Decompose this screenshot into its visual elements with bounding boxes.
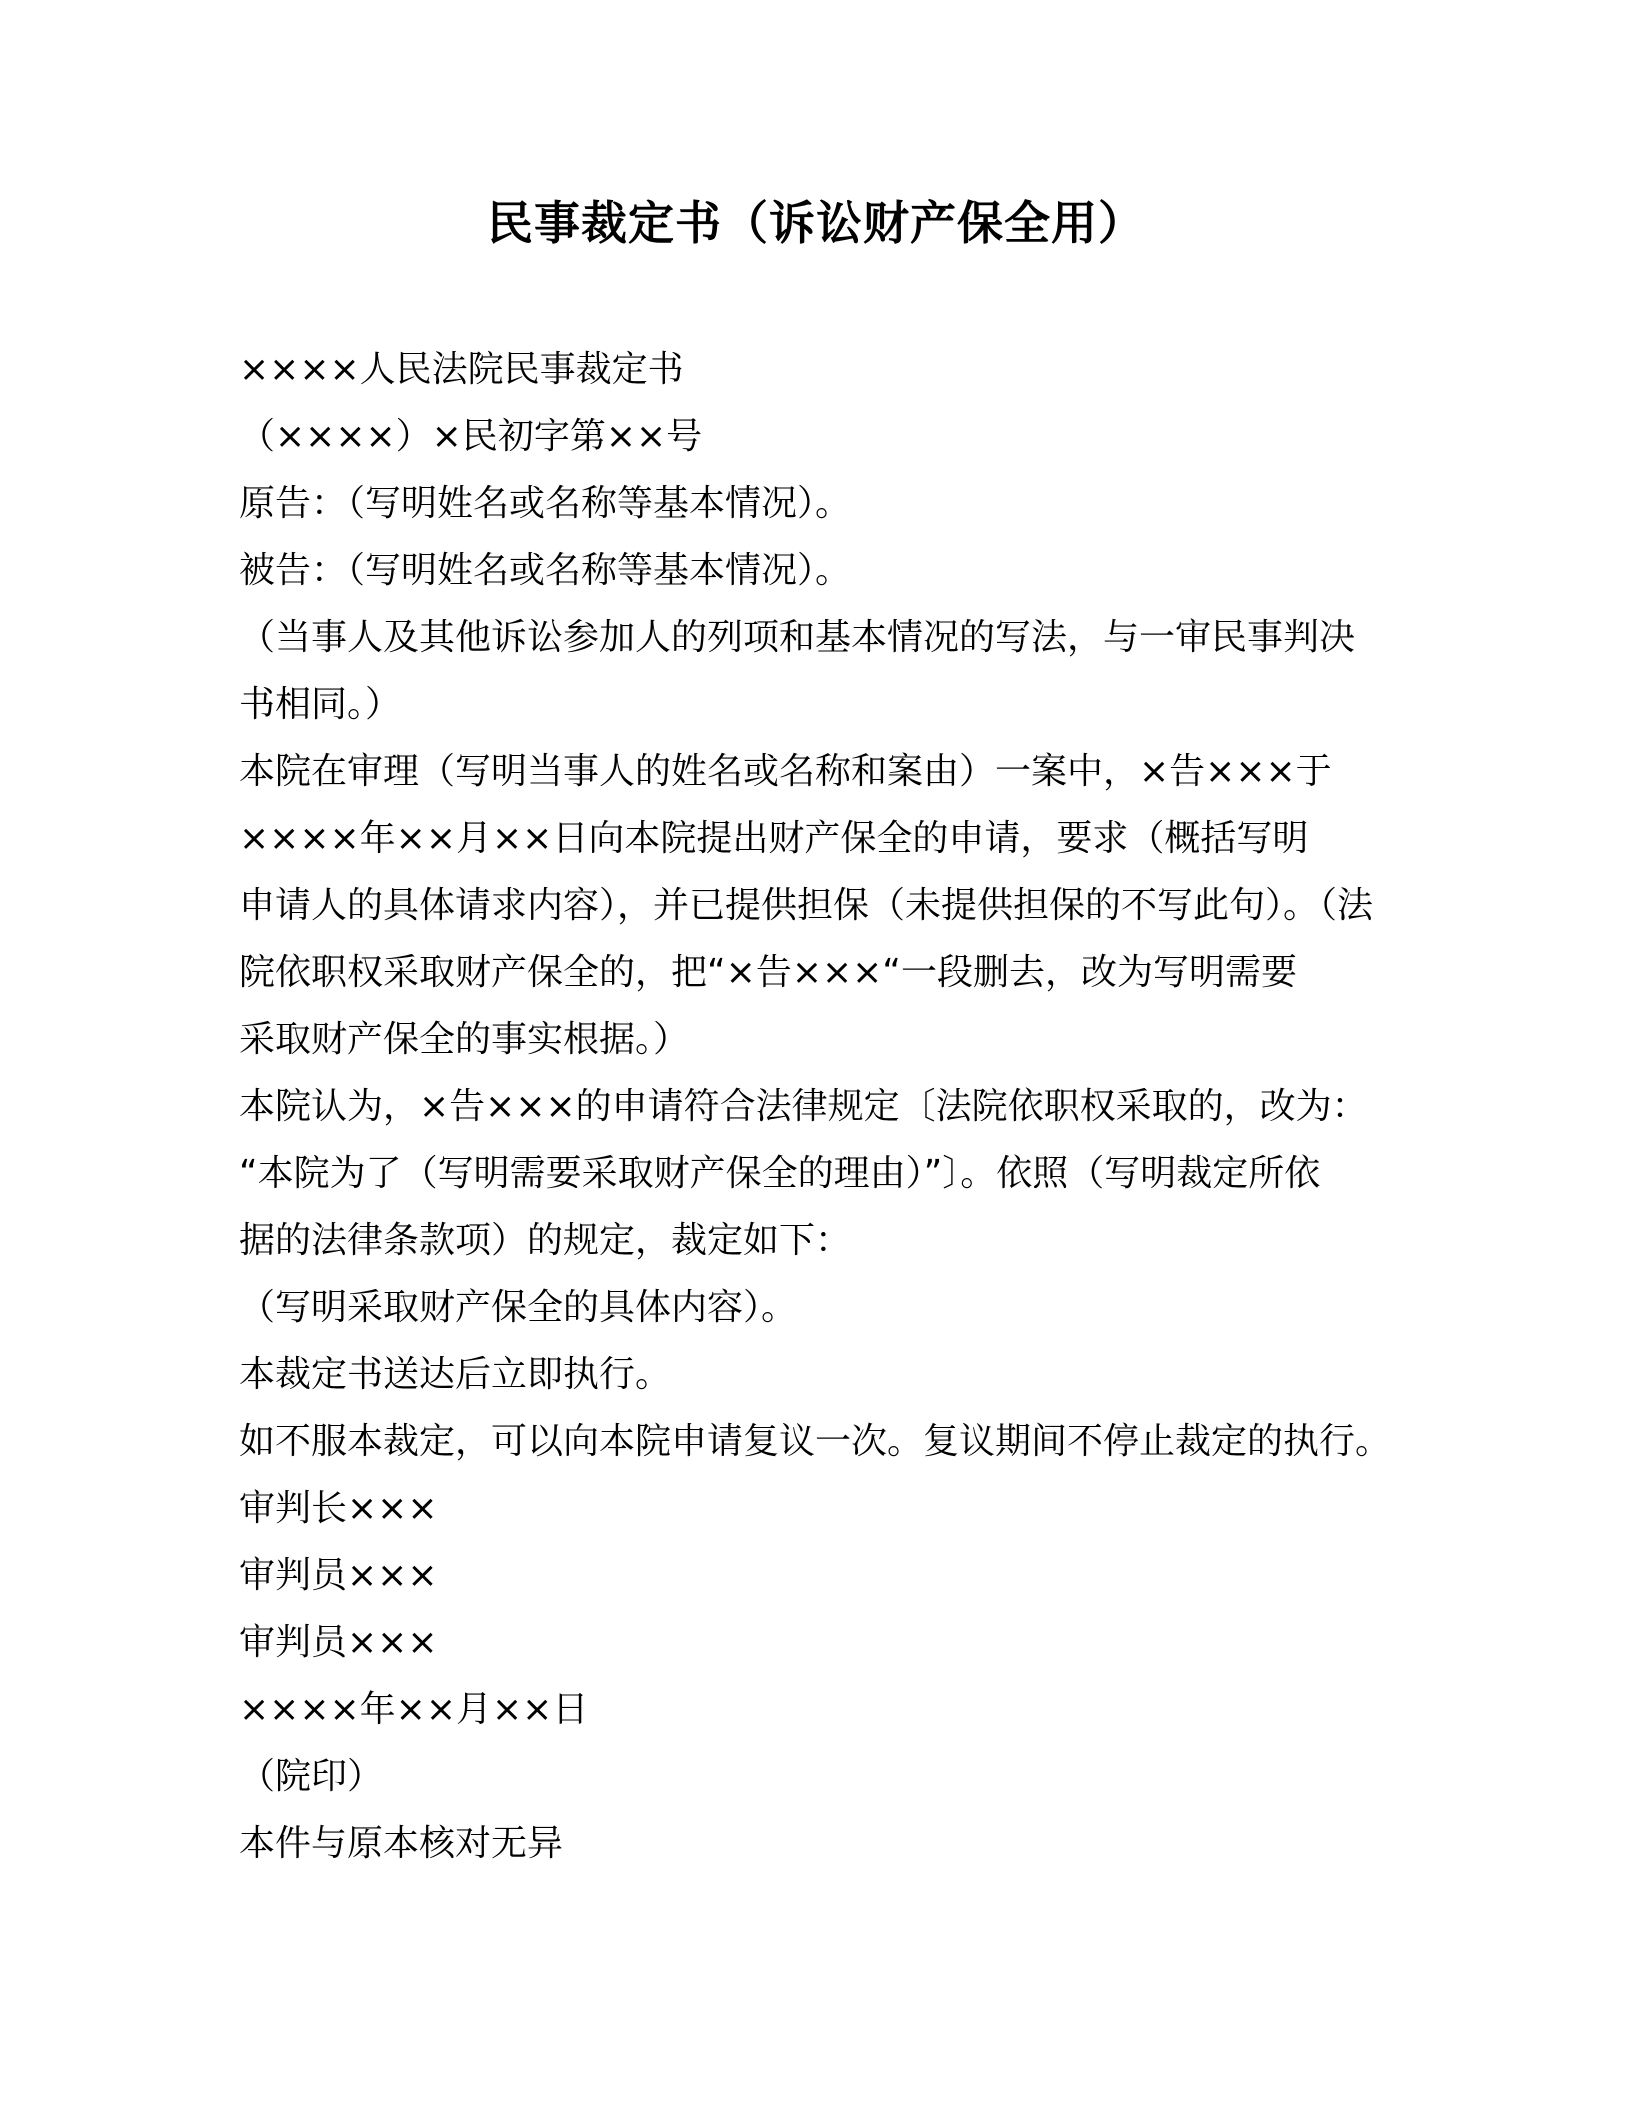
party-note-line: 书相同。） — [239, 684, 402, 725]
court-ruling-heading: ××××人民法院民事裁定书 — [239, 349, 684, 390]
case-facts-line: ××××年××月××日向本院提出财产保全的申请，要求（概括写明 — [239, 818, 1309, 859]
case-facts-line: 采取财产保全的事实根据。） — [239, 1019, 690, 1060]
case-number: （××××）×民初字第××号 — [239, 416, 703, 457]
plaintiff-line: 原告：（写明姓名或名称等基本情况）。 — [239, 483, 852, 524]
verification-line: 本件与原本核对无异 — [239, 1823, 564, 1864]
court-opinion-line: 据的法律条款项）的规定，裁定如下： — [239, 1220, 852, 1261]
court-opinion-line: 本院认为，×告×××的申请符合法律规定〔法院依职权采取的，改为： — [239, 1086, 1368, 1127]
party-note-line: （当事人及其他诉讼参加人的列项和基本情况的写法，与一审民事判决 — [239, 617, 1356, 658]
judge-line: 审判员××× — [239, 1622, 438, 1663]
document-title: 民事裁定书（诉讼财产保全用） — [487, 196, 1145, 250]
preservation-content-line: （写明采取财产保全的具体内容）。 — [239, 1287, 798, 1328]
reconsideration-line: 如不服本裁定，可以向本院申请复议一次。复议期间不停止裁定的执行。 — [239, 1421, 1392, 1462]
case-facts-line: 申请人的具体请求内容），并已提供担保（未提供担保的不写此句）。（法 — [239, 885, 1374, 926]
case-facts-line: 本院在审理（写明当事人的姓名或名称和案由）一案中，×告×××于 — [239, 751, 1332, 792]
document-body — [239, 336, 1395, 1877]
execution-line: 本裁定书送达后立即执行。 — [239, 1354, 672, 1395]
court-seal-line: （院印） — [239, 1756, 384, 1797]
defendant-line: 被告：（写明姓名或名称等基本情况）。 — [239, 550, 852, 591]
date-line: ××××年××月××日 — [239, 1689, 589, 1730]
case-facts-line: 院依职权采取财产保全的，把“×告×××“一段删去，改为写明需要 — [239, 952, 1297, 993]
presiding-judge-line: 审判长××× — [239, 1488, 438, 1529]
judge-line: 审判员××× — [239, 1555, 438, 1596]
court-opinion-line: “本院为了（写明需要采取财产保全的理由）”〕。依照（写明裁定所依 — [239, 1153, 1321, 1194]
